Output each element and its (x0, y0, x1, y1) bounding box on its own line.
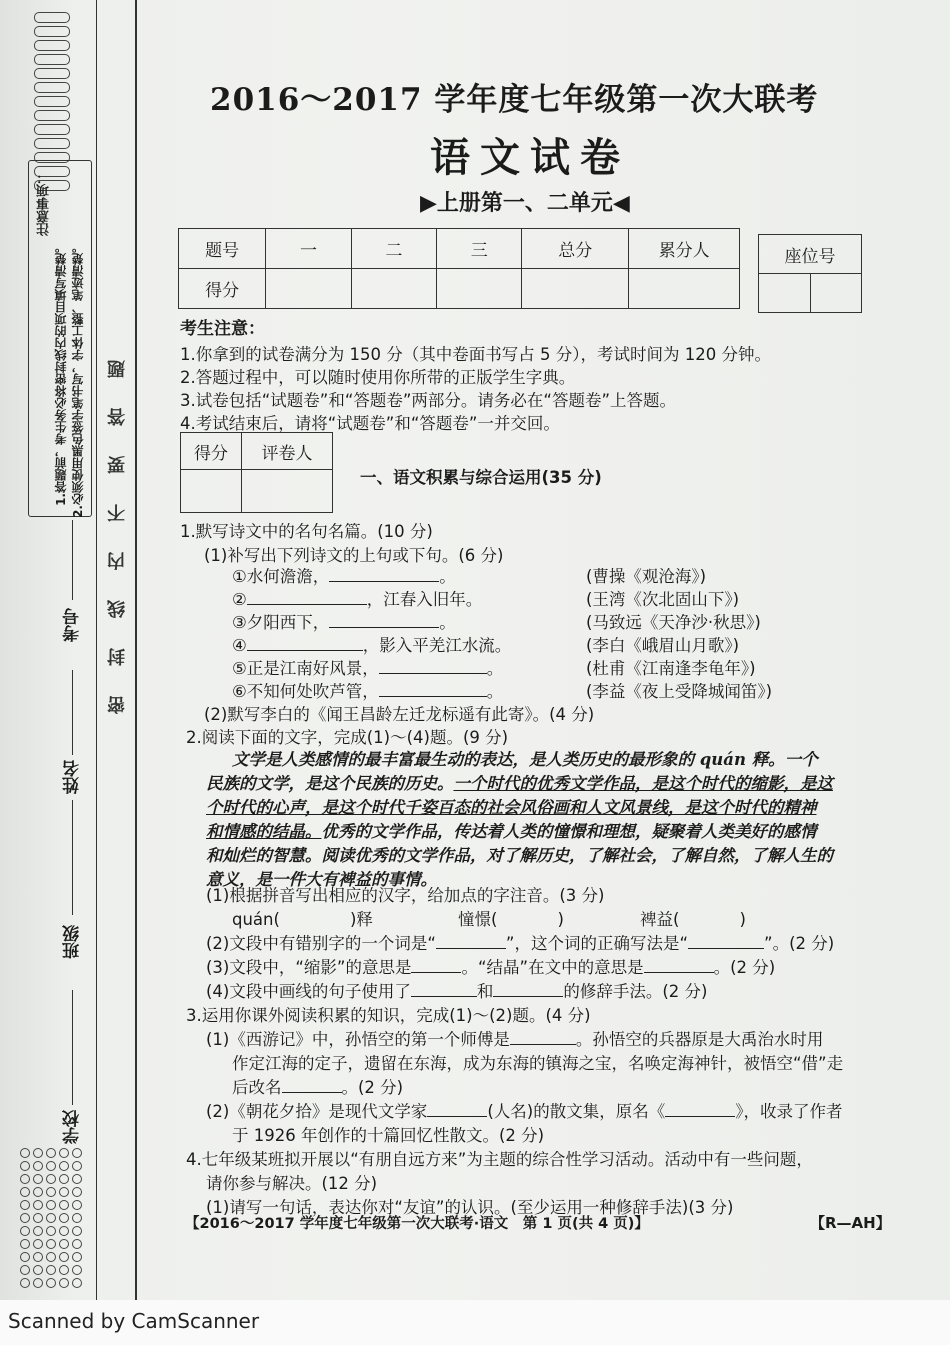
answer-blank[interactable] (510, 1030, 576, 1045)
grader-table (180, 432, 333, 513)
margin-line (135, 0, 137, 1300)
poem-source: (王湾《次北固山下》) (586, 590, 740, 609)
question-3-line: 于 1926 年创作的十篇回忆性散文。(2 分) (232, 1126, 545, 1145)
answer-blank[interactable] (665, 1102, 735, 1117)
answer-blank[interactable] (329, 567, 439, 582)
poem-source: (李白《峨眉山月歌》) (586, 636, 740, 655)
poem-source: (李益《夜上受降城闻笛》) (586, 682, 773, 701)
poem-line-6: ⑥不知何处吹芦管， 。 (232, 682, 504, 701)
col-accumulator: 累分人 (629, 229, 740, 269)
passage-line: 意义，是一件大有裨益的事情。 (206, 870, 437, 889)
score-cell[interactable] (522, 269, 629, 309)
pinyin-chongjing: 憧憬( ) (458, 910, 564, 929)
passage-line: 个时代的心声，是这个时代千姿百态的社会风俗画和人文风景线，是这个时代的精神 (206, 798, 817, 817)
question-3-title: 3.运用你课外阅读积累的知识，完成(1)～(2)题。(4 分) (186, 1006, 591, 1025)
school-blank (72, 990, 73, 1105)
question-4-line: (1)请写一句话，表达你对“友谊”的认识。(至少运用一种修辞手法)(3 分) (206, 1198, 734, 1217)
col-total: 总分 (522, 229, 629, 269)
grader-reviewer-label: 评卷人 (242, 433, 333, 470)
pinyin-biyi: 裨益( ) (640, 910, 746, 929)
scan-watermark: Scanned by CamScanner (8, 1309, 260, 1333)
exam-no-blank (72, 520, 73, 600)
answer-blank[interactable] (493, 982, 563, 997)
notice-title: 考生注意： (180, 319, 265, 339)
question-4-line: 4.七年级某班拟开展以“有朋自远方来”为主题的综合性学习活动。活动中有一些问题， (186, 1150, 813, 1169)
answer-blank[interactable] (247, 636, 363, 651)
col-1: 一 (266, 229, 351, 269)
question-2-sub1: (1)根据拼音写出相应的汉字，给加点的字注音。(3 分) (206, 886, 605, 905)
question-3-line: (1)《西游记》中，孙悟空的第一个师傅是 。孙悟空的兵器原是大禹治水时用 (206, 1030, 824, 1049)
binding-notice-title: 注意事项： (37, 171, 52, 236)
answer-blank[interactable] (644, 958, 714, 973)
class-label: 班级 (63, 925, 83, 959)
answer-blank[interactable] (688, 934, 764, 949)
name-label: 姓名 (63, 760, 83, 794)
seal-text: 密封线内不要答题 (107, 330, 128, 714)
seal-line (96, 0, 97, 1300)
grader-score-cell[interactable] (181, 470, 242, 513)
poem-source: (杜甫《江南逢李龟年》) (586, 659, 756, 678)
question-2-sub3: (3)文段中，“缩影”的意思是 。“结晶”在文中的意思是 。(2 分) (206, 958, 776, 977)
passage-line: 文学是人类感情的最丰富最生动的表达，是人类历史的最形象的 quán 释。一个 (232, 750, 818, 769)
answer-blank[interactable] (411, 958, 461, 973)
binding-holes-bottom (20, 1148, 82, 1288)
answer-blank[interactable] (379, 682, 487, 697)
col-2: 二 (351, 229, 436, 269)
seat-cell[interactable] (810, 274, 862, 313)
grader-score-label: 得分 (181, 433, 242, 470)
score-cell[interactable] (629, 269, 740, 309)
question-3-line: 作定江海的定子，遗留在东海，成为东海的镇海之宝，名唤定海神针，被悟空“借”走 (232, 1054, 844, 1073)
score-cell[interactable] (351, 269, 436, 309)
pinyin-quan: quán( )释 (232, 910, 373, 929)
passage-line: 和情感的结晶。优秀的文学作品，传达着人类的憧憬和理想，疑聚着人类美好的感情 (206, 822, 817, 841)
col-3: 三 (437, 229, 522, 269)
score-cell[interactable] (266, 269, 351, 309)
seat-cell[interactable] (759, 274, 811, 313)
question-1-title: 1.默写诗文中的名句名篇。(10 分) (180, 522, 433, 541)
question-4-line: 请你参与解决。(12 分) (206, 1174, 378, 1193)
answer-blank[interactable] (329, 613, 439, 628)
passage-line: 和灿烂的智慧。阅读优秀的文学作品，对了解历史，了解社会，了解自然，了解人生的 (206, 846, 833, 865)
notice-item: 1.你拿到的试卷满分为 150 分（其中卷面书写占 5 分），考试时间为 120 分钟。 (180, 345, 771, 364)
page-footer: 【2016～2017 学年度七年级第一次大联考·语文 第 1 页(共 4 页)】 (185, 1216, 649, 1232)
question-3-line: (2)《朝花夕拾》是现代文学家 (人名)的散文集，原名《 》，收录了作者 (206, 1102, 843, 1121)
school-label: 学校 (63, 1110, 83, 1144)
question-1-sub1: (1)补写出下列诗文的上句或下句。(6 分) (204, 546, 504, 565)
row-label-score: 得分 (179, 269, 266, 309)
seat-label: 座位号 (759, 235, 862, 274)
poem-line-3: ③夕阳西下， 。 (232, 613, 456, 632)
section-title: 一、语文积累与综合运用(35 分) (360, 468, 602, 487)
poem-source: (曹操《观沧海》) (586, 567, 707, 586)
question-1-sub2: (2)默写李白的《闻王昌龄左迁龙标遥有此寄》。(4 分) (204, 705, 595, 724)
exam-title: 2016～2017 学年度七年级第一次大联考 (210, 82, 819, 118)
paper-code: 【R—AH】 (810, 1214, 891, 1232)
poem-line-4: ④ ，影入平羌江水流。 (232, 636, 512, 655)
question-2-sub2: (2)文段中有错别字的一个词是“ ”，这个词的正确写法是“ ”。(2 分) (206, 934, 835, 953)
passage-line: 民族的文学，是这个民族的历史。一个时代的优秀文学作品，是这个时代的缩影，是这 (206, 774, 833, 793)
poem-source: (马致远《天净沙·秋思》) (586, 613, 761, 632)
binding-notice-box (28, 160, 92, 517)
question-2-title: 2.阅读下面的文字，完成(1)～(4)题。(9 分) (186, 728, 509, 747)
poem-line-5: ⑤正是江南好风景， 。 (232, 659, 504, 678)
answer-blank[interactable] (379, 659, 487, 674)
question-3-line: 后改名 。(2 分) (232, 1078, 404, 1097)
exam-scope: ▶上册第一、二单元◀ (420, 190, 630, 216)
notice-item: 2.答题过程中，可以随时使用你所带的正版学生字典。 (180, 368, 576, 387)
answer-blank[interactable] (427, 1102, 487, 1117)
exam-no-label: 考号 (63, 608, 83, 642)
exam-subtitle: 语文试卷 (430, 134, 630, 181)
binding-notice-1: 1.答题前，考生务必将密封线内的项目填写清楚。 (54, 241, 68, 506)
poem-line-1: ①水何澹澹， 。 (232, 567, 456, 586)
name-blank (72, 670, 73, 755)
grader-reviewer-cell[interactable] (242, 470, 333, 513)
answer-blank[interactable] (411, 982, 477, 997)
answer-blank[interactable] (436, 934, 506, 949)
answer-blank[interactable] (282, 1078, 342, 1093)
score-cell[interactable] (437, 269, 522, 309)
question-2-sub4: (4)文段中画线的句子使用了 和 的修辞手法。(2 分) (206, 982, 708, 1001)
class-blank (72, 800, 73, 915)
row-label-question: 题号 (179, 229, 266, 269)
binding-notice-2: 2.必须使用黑色签字笔书写，字体工整、笔迹清楚。 (71, 241, 85, 518)
notice-item: 4.考试结束后，请将“试题卷”和“答题卷”一并交回。 (180, 414, 560, 433)
poem-line-2: ② ，江春入旧年。 (232, 590, 483, 609)
seat-table (758, 234, 862, 313)
answer-blank[interactable] (247, 590, 367, 605)
notice-item: 3.试卷包括“试题卷”和“答题卷”两部分。请务必在“答题卷”上答题。 (180, 391, 677, 410)
score-table (178, 228, 740, 309)
